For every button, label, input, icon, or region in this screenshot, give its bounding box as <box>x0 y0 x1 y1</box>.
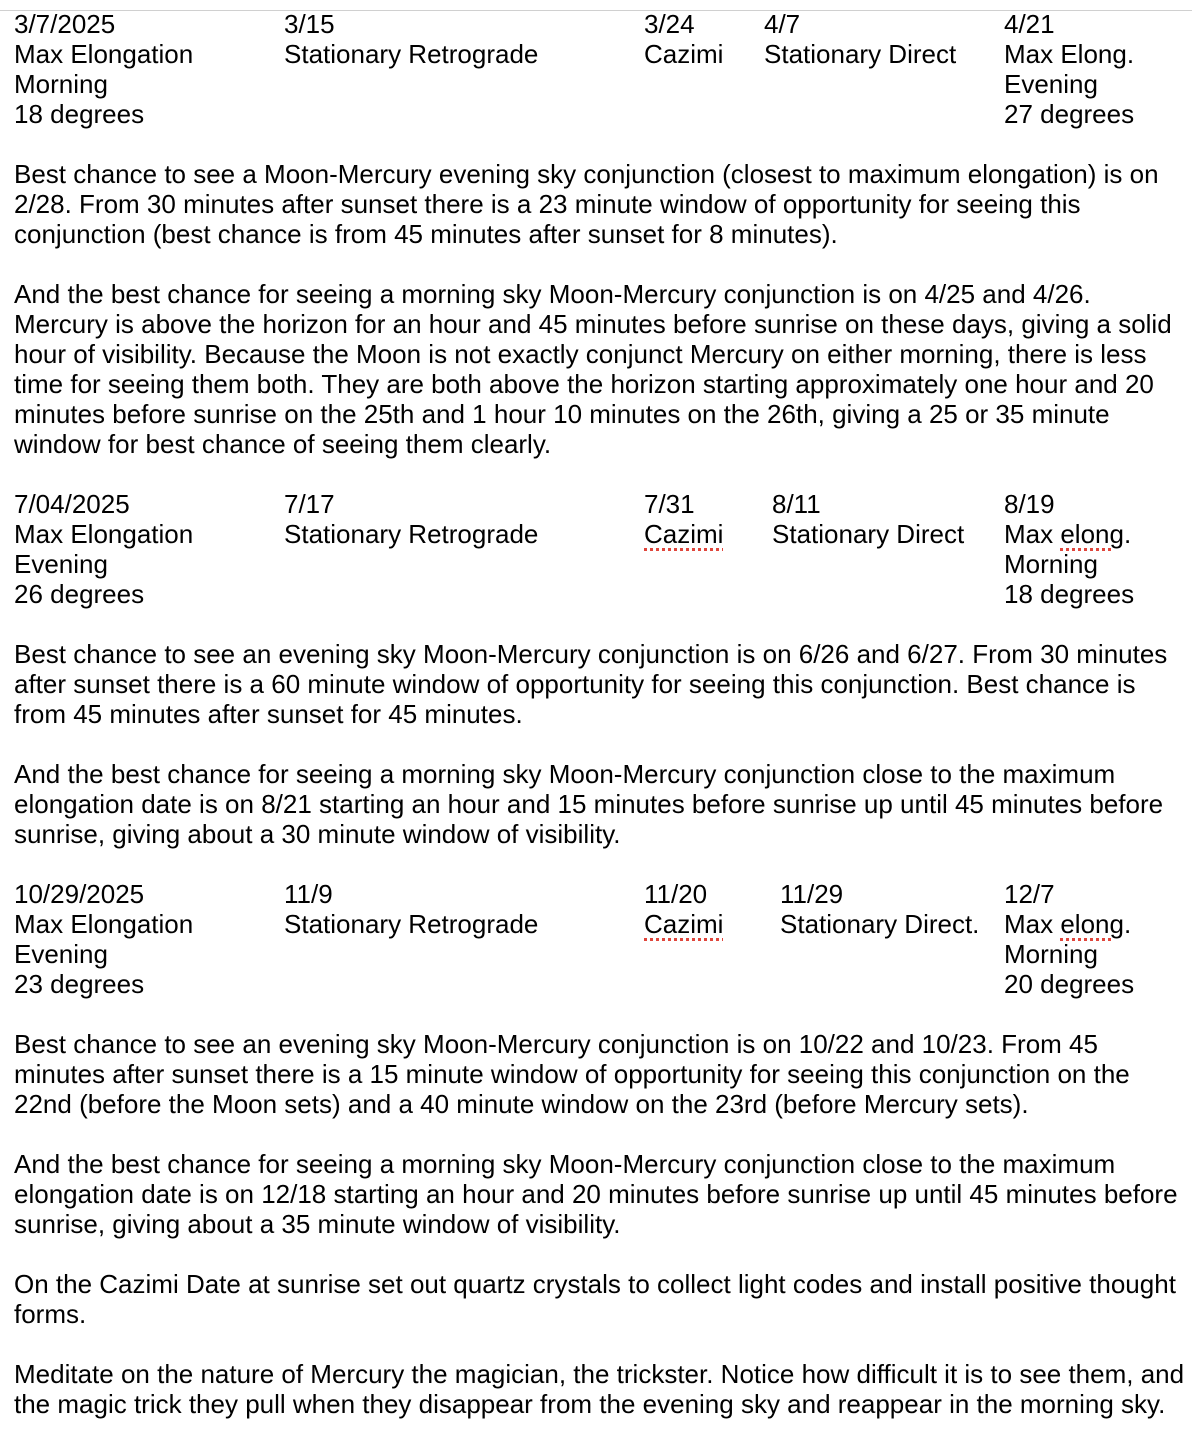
event-label: Stationary Retrograde <box>284 909 539 939</box>
event-detail: 20 degrees <box>1004 969 1135 999</box>
event-date: 4/7 <box>764 9 801 39</box>
label-text: . <box>1123 909 1132 939</box>
misspelled-word: elong <box>1060 519 1124 549</box>
event-date: 11/20 <box>644 879 708 909</box>
event-max-elongation-evening <box>14 489 193 609</box>
event-label <box>644 909 723 939</box>
event-label: Stationary Direct <box>772 519 965 549</box>
misspelled-word: Cazimi <box>644 519 724 549</box>
event-max-elongation-morning <box>14 9 193 129</box>
event-date: 8/19 <box>1004 489 1055 519</box>
paragraph: On the Cazimi Date at sunrise set out quartz crystals to collect light codes and install positive thought forms. <box>14 1269 1176 1329</box>
event-label: Max Elongation <box>14 909 194 939</box>
event-label: Stationary Retrograde <box>284 39 539 69</box>
misspelled-word: elong <box>1060 909 1124 939</box>
paragraph: Best chance to see an evening sky Moon-Mercury conjunction is on 6/26 and 6/27. From 30 minutes after sunset there is a 60 minute window of opportunity for seeing this conjunction. Best chance is from 45 minutes after sunset for 45 minutes. <box>14 639 1168 729</box>
event-stationary-direct <box>780 879 979 939</box>
event-detail: 26 degrees <box>14 579 145 609</box>
event-stationary-retrograde <box>284 9 538 69</box>
event-label: Max Elong. <box>1004 39 1135 69</box>
event-detail: Morning <box>1004 939 1098 969</box>
event-detail: 27 degrees <box>1004 99 1135 129</box>
event-detail: 18 degrees <box>1004 579 1135 609</box>
event-max-elongation-morning <box>1004 489 1134 609</box>
event-date: 10/29/2025 <box>14 879 145 909</box>
event-label: Max Elongation <box>14 519 194 549</box>
event-label: Cazimi <box>644 39 724 69</box>
event-date: 3/24 <box>644 9 695 39</box>
event-stationary-retrograde <box>284 879 538 939</box>
label-text: Max <box>1004 519 1061 549</box>
event-date: 12/7 <box>1004 879 1055 909</box>
event-detail: 23 degrees <box>14 969 145 999</box>
event-row-2 <box>14 489 1186 609</box>
event-date: 7/31 <box>644 489 695 519</box>
event-label: Stationary Direct. <box>780 909 980 939</box>
event-stationary-direct <box>772 489 964 549</box>
event-date: 3/15 <box>284 9 335 39</box>
event-date: 7/17 <box>284 489 335 519</box>
event-date: 11/29 <box>780 879 844 909</box>
event-stationary-direct <box>764 9 956 69</box>
event-detail: 18 degrees <box>14 99 145 129</box>
event-row-1 <box>14 9 1186 129</box>
event-date: 4/21 <box>1004 9 1055 39</box>
event-detail: Evening <box>1004 69 1098 99</box>
event-label: Stationary Direct <box>764 39 957 69</box>
event-row-3 <box>14 879 1186 999</box>
event-detail: Evening <box>14 939 108 969</box>
event-max-elongation-evening <box>1004 9 1134 129</box>
event-date: 8/11 <box>772 489 821 519</box>
paragraph: Meditate on the nature of Mercury the magician, the trickster. Notice how difficult it is to see them, and the magic trick they pull when they disappear from the evening sky and reappear in the morning sky. <box>14 1359 1185 1419</box>
label-text: Max <box>1004 909 1061 939</box>
paragraph: Best chance to see a Moon-Mercury evening sky conjunction (closest to maximum elongation) is on 2/28. From 30 minutes after sunset there is a 23 minute window of opportunity for seeing this conjunction (best chance is from 45 minutes after sunset for 8 minutes). <box>14 159 1159 249</box>
event-cazimi <box>644 879 723 939</box>
paragraph: And the best chance for seeing a morning sky Moon-Mercury conjunction is on 4/25 and 4/26. Mercury is above the horizon for an hour and 45 minutes before sunrise on these days, giving a solid hour of visibility. Because the Moon is not exactly conjunct Mercury on either morning, there is less time for seeing them both. They are both above the horizon starting approximately one hour and 20 minutes before sunrise on the 25th and 1 hour 10 minutes on the 26th, giving a 25 or 35 minute window for best chance of seeing them clearly. <box>14 279 1172 459</box>
event-detail: Evening <box>14 549 108 579</box>
event-max-elongation-evening <box>14 879 193 999</box>
document-body <box>14 9 1186 1419</box>
paragraph: Best chance to see an evening sky Moon-Mercury conjunction is on 10/22 and 10/23. From 45 minutes after sunset there is a 15 minute window of opportunity for seeing this conjunction on the 22nd (before the Moon sets) and a 40 minute window on the 23rd (before Mercury sets). <box>14 1029 1130 1119</box>
event-max-elongation-morning <box>1004 879 1134 999</box>
misspelled-word: Cazimi <box>644 909 724 939</box>
event-stationary-retrograde <box>284 489 538 549</box>
event-detail: Morning <box>1004 549 1098 579</box>
event-cazimi <box>644 9 723 69</box>
event-label: Max Elongation <box>14 39 194 69</box>
event-label: Stationary Retrograde <box>284 519 539 549</box>
event-detail: Morning <box>14 69 108 99</box>
event-label <box>1004 519 1134 549</box>
label-text: . <box>1123 519 1132 549</box>
event-cazimi <box>644 489 723 549</box>
event-date: 11/9 <box>284 879 333 909</box>
paragraph: And the best chance for seeing a morning sky Moon-Mercury conjunction close to the maximum elongation date is on 8/21 starting an hour and 15 minutes before sunrise up until 45 minutes before sunrise, giving about a 30 minute window of visibility. <box>14 759 1164 849</box>
event-date: 7/04/2025 <box>14 489 130 519</box>
event-label <box>644 519 723 549</box>
event-date: 3/7/2025 <box>14 9 116 39</box>
event-label <box>1004 909 1134 939</box>
paragraph: And the best chance for seeing a morning sky Moon-Mercury conjunction close to the maximum elongation date is on 12/18 starting an hour and 20 minutes before sunrise up until 45 minutes before sunrise, giving about a 35 minute window of visibility. <box>14 1149 1178 1239</box>
